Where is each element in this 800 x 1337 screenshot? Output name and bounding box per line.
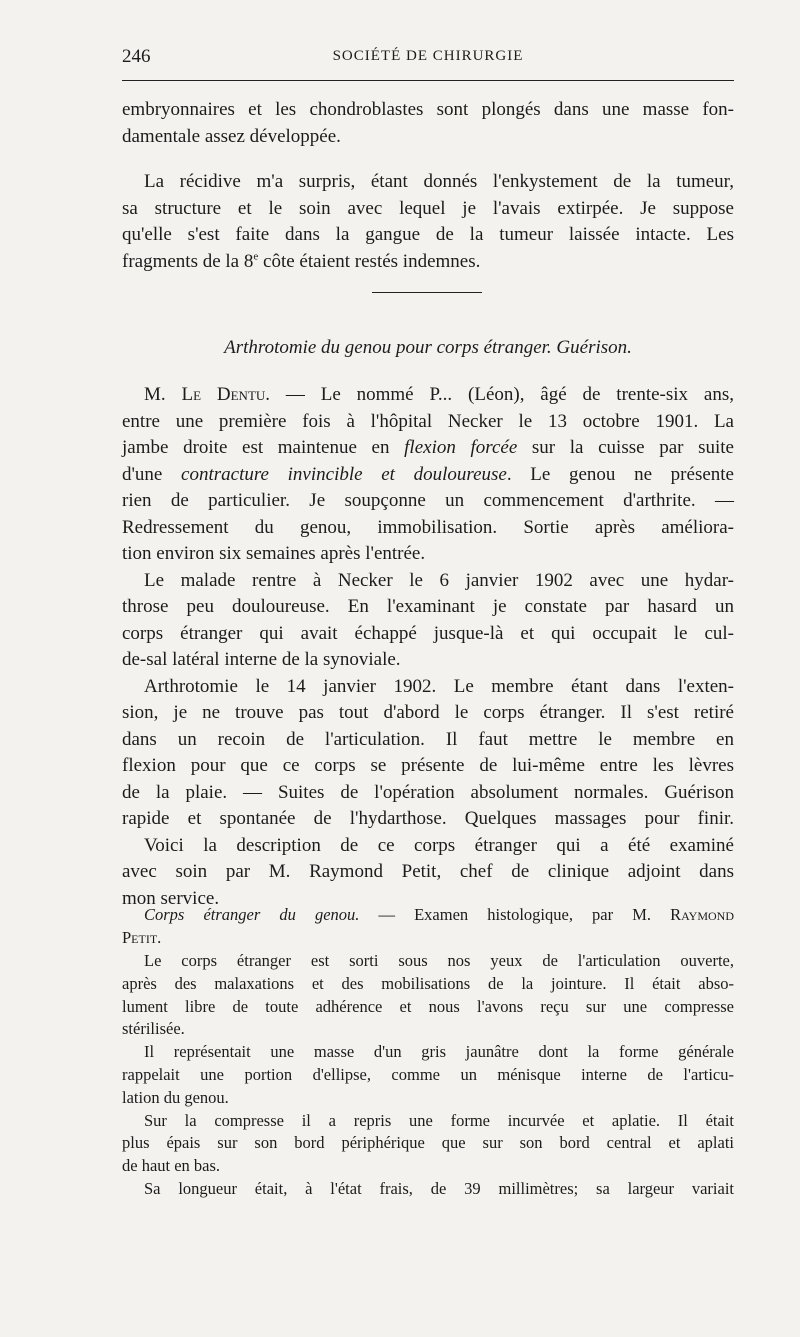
text-line bbox=[122, 904, 734, 927]
text-line bbox=[122, 249, 734, 276]
text-fragment: . bbox=[157, 927, 162, 947]
text-fragment: . Le genou ne présente bbox=[506, 463, 734, 485]
text-line: flexion pour que ce corps se présente de lui-même entre les lèvres bbox=[122, 755, 734, 776]
text-line: rien de particulier. Je soupçonne un commencement d'arthrite. — bbox=[122, 490, 734, 511]
text-line: lument libre de toute adhérence et nous l'avons reçu sur une compresse bbox=[122, 996, 734, 1016]
text-line: qu'elle s'est faite dans la gangue de la tumeur laissée intacte. Les bbox=[122, 224, 734, 245]
author-name: Petit bbox=[122, 927, 158, 947]
text-line: corps étranger qui avait échappé jusque-là et qui occupait le cul- bbox=[122, 622, 734, 644]
emphasis: contracture invincible et douloureuse bbox=[181, 463, 507, 485]
text-line bbox=[122, 927, 734, 950]
text-line: Redressement du genou, immobilisation. Sortie après améliora- bbox=[122, 516, 734, 538]
subsection-title: Corps étranger du genou. bbox=[144, 905, 360, 924]
author-name: Raymond bbox=[670, 905, 734, 924]
text-line: avec soin par M. Raymond Petit, chef de clinique adjoint dans bbox=[122, 861, 734, 882]
text-fragment: M. bbox=[144, 384, 182, 405]
text-line: rapide et spontanée de l'hydarthose. Quelques massages pour finir. bbox=[122, 808, 734, 829]
histology-report bbox=[122, 950, 734, 1201]
text-fragment: jambe droite est maintenue en bbox=[122, 437, 405, 458]
text-line: Il représentait une masse d'un gris jaunâtre dont la forme générale bbox=[144, 1042, 734, 1062]
running-head bbox=[122, 46, 734, 70]
text-fragment: . — Le nommé P... (Léon), âgé de trente-six ans, bbox=[265, 384, 734, 405]
author-name: Le Dentu bbox=[181, 384, 266, 405]
text-line: de-sal latéral interne de la synoviale. bbox=[122, 649, 401, 670]
text-line: entre une première fois à l'hôpital Necker le 13 octobre 1901. La bbox=[122, 410, 734, 432]
text-line: après des malaxations et des mobilisations de la jointure. Il était abso- bbox=[122, 973, 734, 993]
text-line bbox=[122, 435, 734, 462]
text-line: stérilisée. bbox=[122, 1019, 185, 1039]
case-report bbox=[122, 382, 734, 912]
text-line: damentale assez développée. bbox=[122, 125, 341, 147]
text-fragment: — Examen histologique, par M. bbox=[359, 905, 671, 924]
text-line bbox=[122, 462, 734, 489]
text-line: embryonnaires et les chondroblastes sont plongés dans une masse fon- bbox=[122, 99, 734, 120]
text-line: mon service. bbox=[122, 887, 220, 909]
text-fragment: sur la cuisse par suite bbox=[517, 437, 734, 458]
emphasis: flexion forcée bbox=[404, 437, 518, 458]
superscript: e bbox=[253, 250, 259, 263]
text-line: de haut en bas. bbox=[122, 1156, 221, 1176]
text-line: sion, je ne trouve pas tout d'abord le corps étranger. Il s'est retiré bbox=[122, 702, 734, 723]
running-title: SOCIÉTÉ DE CHIRURGIE bbox=[332, 48, 524, 64]
text-line: La récidive m'a surpris, étant donnés l'enkystement de la tumeur, bbox=[144, 171, 734, 192]
text-line: dans un recoin de l'articulation. Il faut mettre le membre en bbox=[122, 728, 734, 750]
intro-paragraph bbox=[122, 97, 734, 150]
text-line: Le malade rentre à Necker le 6 janvier 1902 avec une hydar- bbox=[144, 569, 734, 591]
text-fragment: fragments de la 8 bbox=[122, 250, 254, 272]
text-line: Sur la compresse il a repris une forme incurvée et aplatie. Il était bbox=[144, 1110, 734, 1130]
text-fragment: côte étaient restés indemnes. bbox=[258, 250, 481, 272]
section-separator bbox=[372, 292, 482, 293]
header-rule bbox=[122, 80, 734, 81]
recidive-paragraph bbox=[122, 169, 734, 275]
text-line: de la plaie. — Suites de l'opération absolument normales. Guérison bbox=[122, 781, 734, 803]
subsection-heading bbox=[122, 904, 734, 950]
text-line: Sa longueur était, à l'état frais, de 39 millimètres; sa largeur variait bbox=[144, 1178, 734, 1198]
text-line: rappelait une portion d'ellipse, comme un ménisque interne de l'articu- bbox=[122, 1064, 734, 1084]
text-line: Arthrotomie le 14 janvier 1902. Le membre étant dans l'exten- bbox=[144, 675, 734, 697]
text-line: tion environ six semaines après l'entrée. bbox=[122, 543, 426, 564]
text-line: throse peu douloureuse. En l'examinant je constate par hasard un bbox=[122, 596, 734, 617]
text-line: plus épais sur son bord périphérique que sur son bord central et aplati bbox=[122, 1133, 734, 1153]
section-title bbox=[122, 337, 734, 359]
text-fragment: d'une bbox=[122, 463, 182, 485]
text-line bbox=[122, 382, 734, 409]
text-line: lation du genou. bbox=[122, 1087, 229, 1107]
text-line: Voici la description de ce corps étranger qui a été examiné bbox=[144, 834, 734, 856]
text-line: Le corps étranger est sorti sous nos yeux de l'articulation ouverte, bbox=[144, 951, 734, 970]
section-title-text: Arthrotomie du genou pour corps étranger. Guérison. bbox=[224, 337, 632, 358]
text-line: sa structure et le soin avec lequel je l'avais extirpée. Je suppose bbox=[122, 197, 734, 219]
page-number: 246 bbox=[122, 46, 151, 67]
